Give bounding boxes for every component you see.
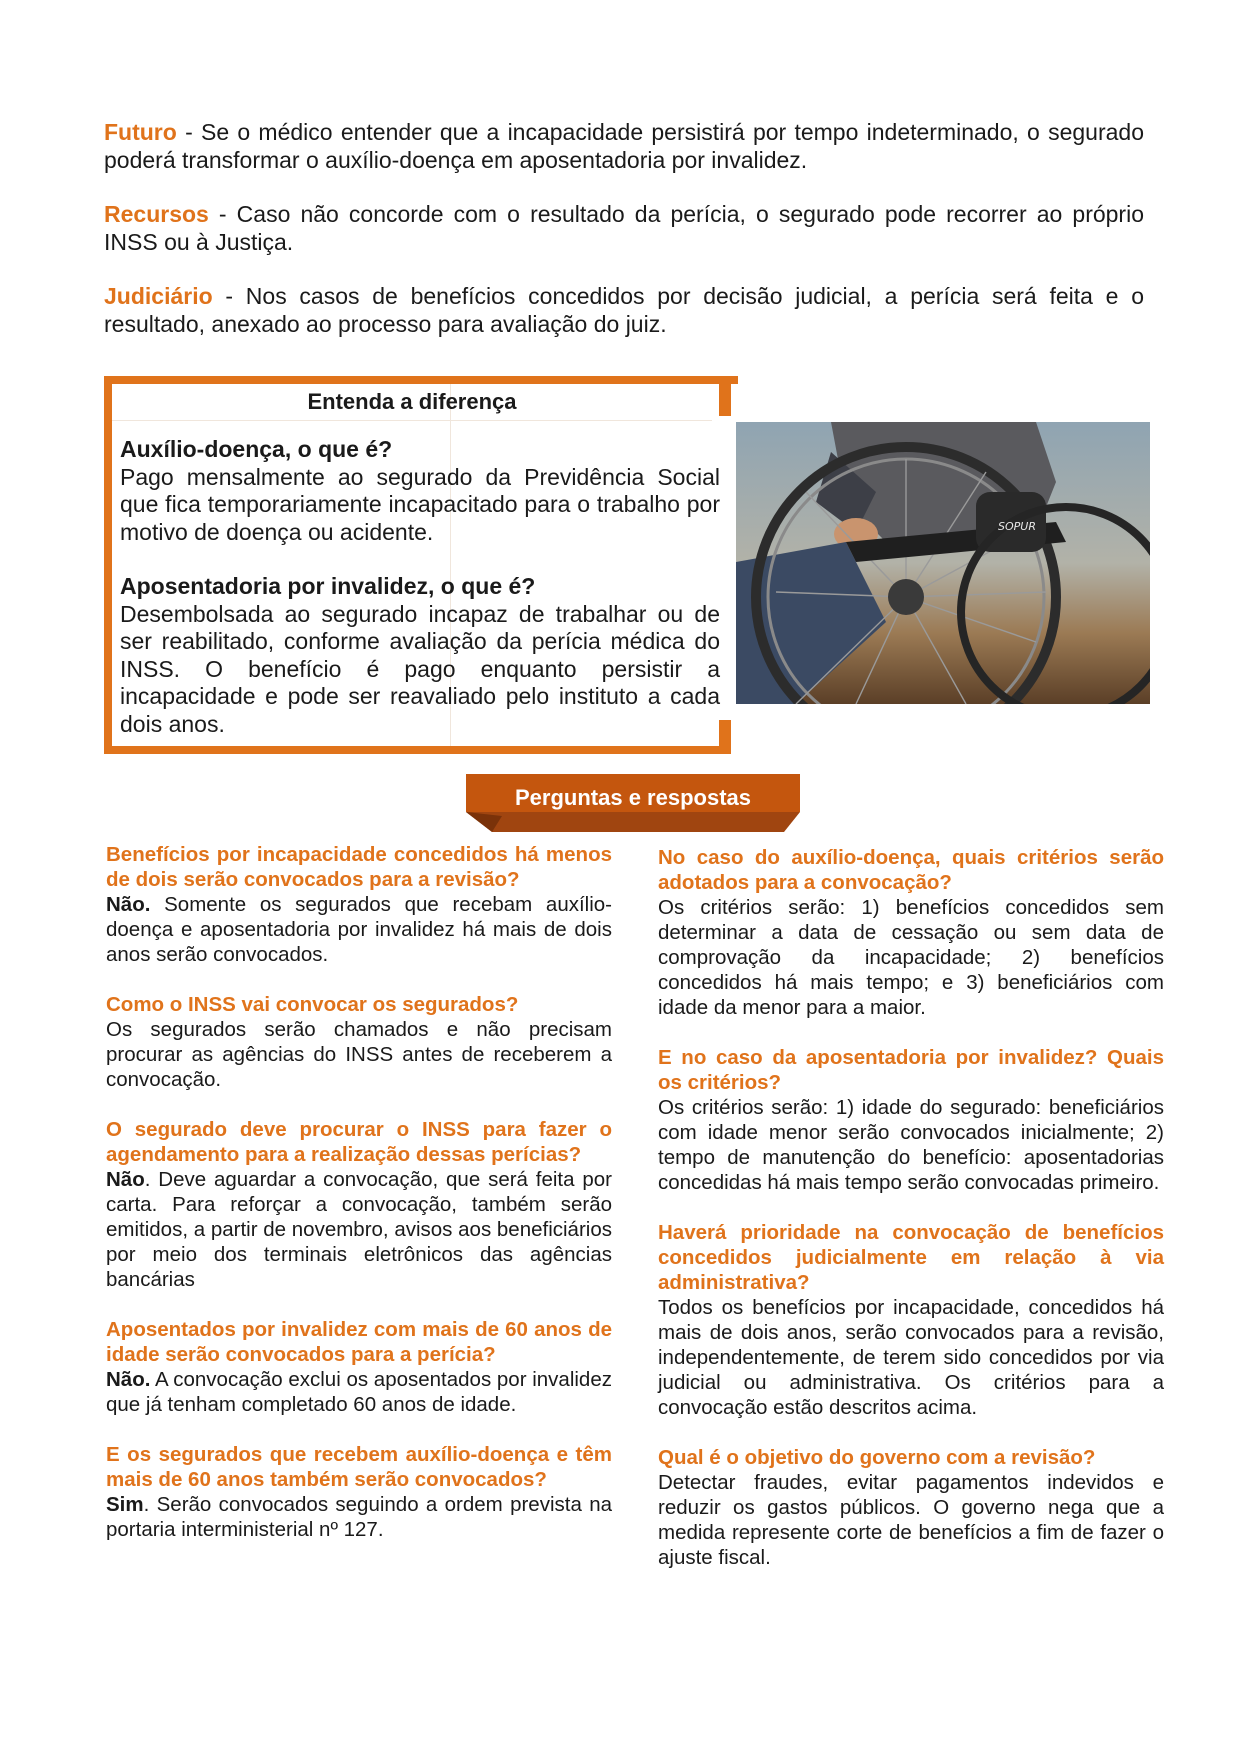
intro-label: Recursos: [104, 201, 209, 227]
answer-text: Detectar fraudes, evitar pagamentos indevidos e reduzir os gastos públicos. O governo nega que a medida represente corte de benefícios a fim de fazer o ajuste fiscal.: [658, 1471, 1164, 1569]
question: Qual é o objetivo do governo com a revisão?: [658, 1446, 1096, 1469]
qa-item: [106, 1317, 612, 1417]
answer: [106, 1017, 612, 1092]
qa-item: [106, 842, 612, 967]
definition-heading: Auxílio-doença, o que é?: [120, 436, 393, 462]
answer: [106, 1492, 612, 1542]
intro-text: - Caso não concorde com o resultado da perícia, o segurado pode recorrer ao próprio INSS ou à Justiça.: [104, 201, 1144, 255]
answer-text: A convocação exclui os aposentados por invalidez que já tenham completado 60 anos de idade.: [106, 1368, 612, 1416]
intro-paragraph-futuro: [104, 118, 1144, 174]
definition-text: Pago mensalmente ao segurado da Previdência Social que fica temporariamente incapacitado para o trabalho por motivo de doença ou acidente.: [120, 463, 720, 545]
question: E no caso da aposentadoria por invalidez? Quais os critérios?: [658, 1046, 1164, 1094]
answer-lead: Não.: [106, 1368, 151, 1391]
qa-item: [658, 845, 1164, 1020]
answer-text: Todos os benefícios por incapacidade, concedidos há mais de dois anos, serão convocados para a revisão, independentemente, de terem sido concedidos por via judicial ou administrativa. Os critérios para a convocação estão descritos acima.: [658, 1296, 1164, 1419]
qa-column-left: [106, 842, 612, 1567]
question: O segurado deve procurar o INSS para fazer o agendamento para a realização dessas perícias?: [106, 1118, 612, 1166]
qa-item: [658, 1045, 1164, 1195]
qa-item: [658, 1220, 1164, 1420]
answer-lead: Sim: [106, 1493, 144, 1516]
intro-text: - Nos casos de benefícios concedidos por decisão judicial, a perícia será feita e o resultado, anexado ao processo para avaliação do juiz.: [104, 283, 1144, 337]
box-frame-top: [104, 376, 738, 384]
qa-column-right: [658, 845, 1164, 1595]
difference-box-title: Entenda a diferença: [112, 384, 712, 421]
definition-heading: Aposentadoria por invalidez, o que é?: [120, 573, 536, 599]
answer-text: . Serão convocados seguindo a ordem prevista na portaria interministerial nº 127.: [106, 1493, 612, 1541]
answer: [658, 1470, 1164, 1570]
difference-box: [104, 376, 730, 754]
answer-text: . Deve aguardar a convocação, que será feita por carta. Para reforçar a convocação, também serão emitidos, a partir de novembro, avisos aos beneficiários por meio dos terminais eletrônicos das agências bancárias: [106, 1168, 612, 1291]
qa-item: [106, 1117, 612, 1292]
question: Como o INSS vai convocar os segurados?: [106, 993, 519, 1016]
answer-text: Os critérios serão: 1) idade do segurado: beneficiários com idade menor serão convocados inicialmente; 2) tempo de manutenção do benefício: aposentadorias concedidas há mais tempo serão convocadas primeiro.: [658, 1096, 1164, 1194]
question: Haverá prioridade na convocação de benefícios concedidos judicialmente em relação à via administrativa?: [658, 1221, 1164, 1294]
answer: [106, 892, 612, 967]
question: No caso do auxílio-doença, quais critérios serão adotados para a convocação?: [658, 846, 1164, 894]
answer-text: Somente os segurados que recebam auxílio-doença e aposentadoria por invalidez há mais de dois anos serão convocados.: [106, 893, 612, 966]
qa-item: [106, 992, 612, 1092]
qa-banner: [466, 774, 800, 832]
definition-text: Desembolsada ao segurado incapaz de trabalhar ou de ser reabilitado, conforme avaliação da perícia médica do INSS. O benefício é pago enquanto persistir a incapacidade e pode ser reavaliado pelo instituto a cada dois anos.: [120, 600, 720, 737]
intro-text: - Se o médico entender que a incapacidade persistirá por tempo indeterminado, o segurado poderá transformar o auxílio-doença em aposentadoria por invalidez.: [104, 119, 1144, 173]
box-frame-corner: [719, 720, 731, 754]
qa-banner-title: Perguntas e respostas: [466, 774, 800, 812]
box-frame-corner: [719, 376, 731, 416]
intro-label: Judiciário: [104, 283, 213, 309]
answer-lead: Não: [106, 1168, 145, 1191]
answer: [106, 1367, 612, 1417]
answer-text: Os segurados serão chamados e não precisam procurar as agências do INSS antes de receberem a convocação.: [106, 1018, 612, 1091]
answer: [658, 1295, 1164, 1420]
difference-box-body: [120, 436, 720, 765]
wheelchair-illustration: [736, 422, 1150, 704]
intro-section: [104, 118, 1144, 364]
intro-label: Futuro: [104, 119, 177, 145]
intro-paragraph-judiciario: [104, 282, 1144, 338]
wheelchair-photo: [736, 422, 1150, 704]
qa-item: [658, 1445, 1164, 1570]
answer: [658, 895, 1164, 1020]
answer: [658, 1095, 1164, 1195]
question: Aposentados por invalidez com mais de 60 anos de idade serão convocados para a perícia?: [106, 1318, 612, 1366]
answer: [106, 1167, 612, 1292]
question: E os segurados que recebem auxílio-doença e têm mais de 60 anos também serão convocados?: [106, 1443, 612, 1491]
wheelchair-brand: SOPUR: [998, 520, 1036, 533]
question: Benefícios por incapacidade concedidos há menos de dois serão convocados para a revisão?: [106, 843, 612, 891]
answer-text: Os critérios serão: 1) benefícios concedidos sem determinar a data de cessação ou sem data de comprovação da incapacidade; 2) benefícios concedidos há mais tempo; e 3) beneficiários com idade da menor para a maior.: [658, 896, 1164, 1019]
qa-item: [106, 1442, 612, 1542]
answer-lead: Não.: [106, 893, 151, 916]
intro-paragraph-recursos: [104, 200, 1144, 256]
